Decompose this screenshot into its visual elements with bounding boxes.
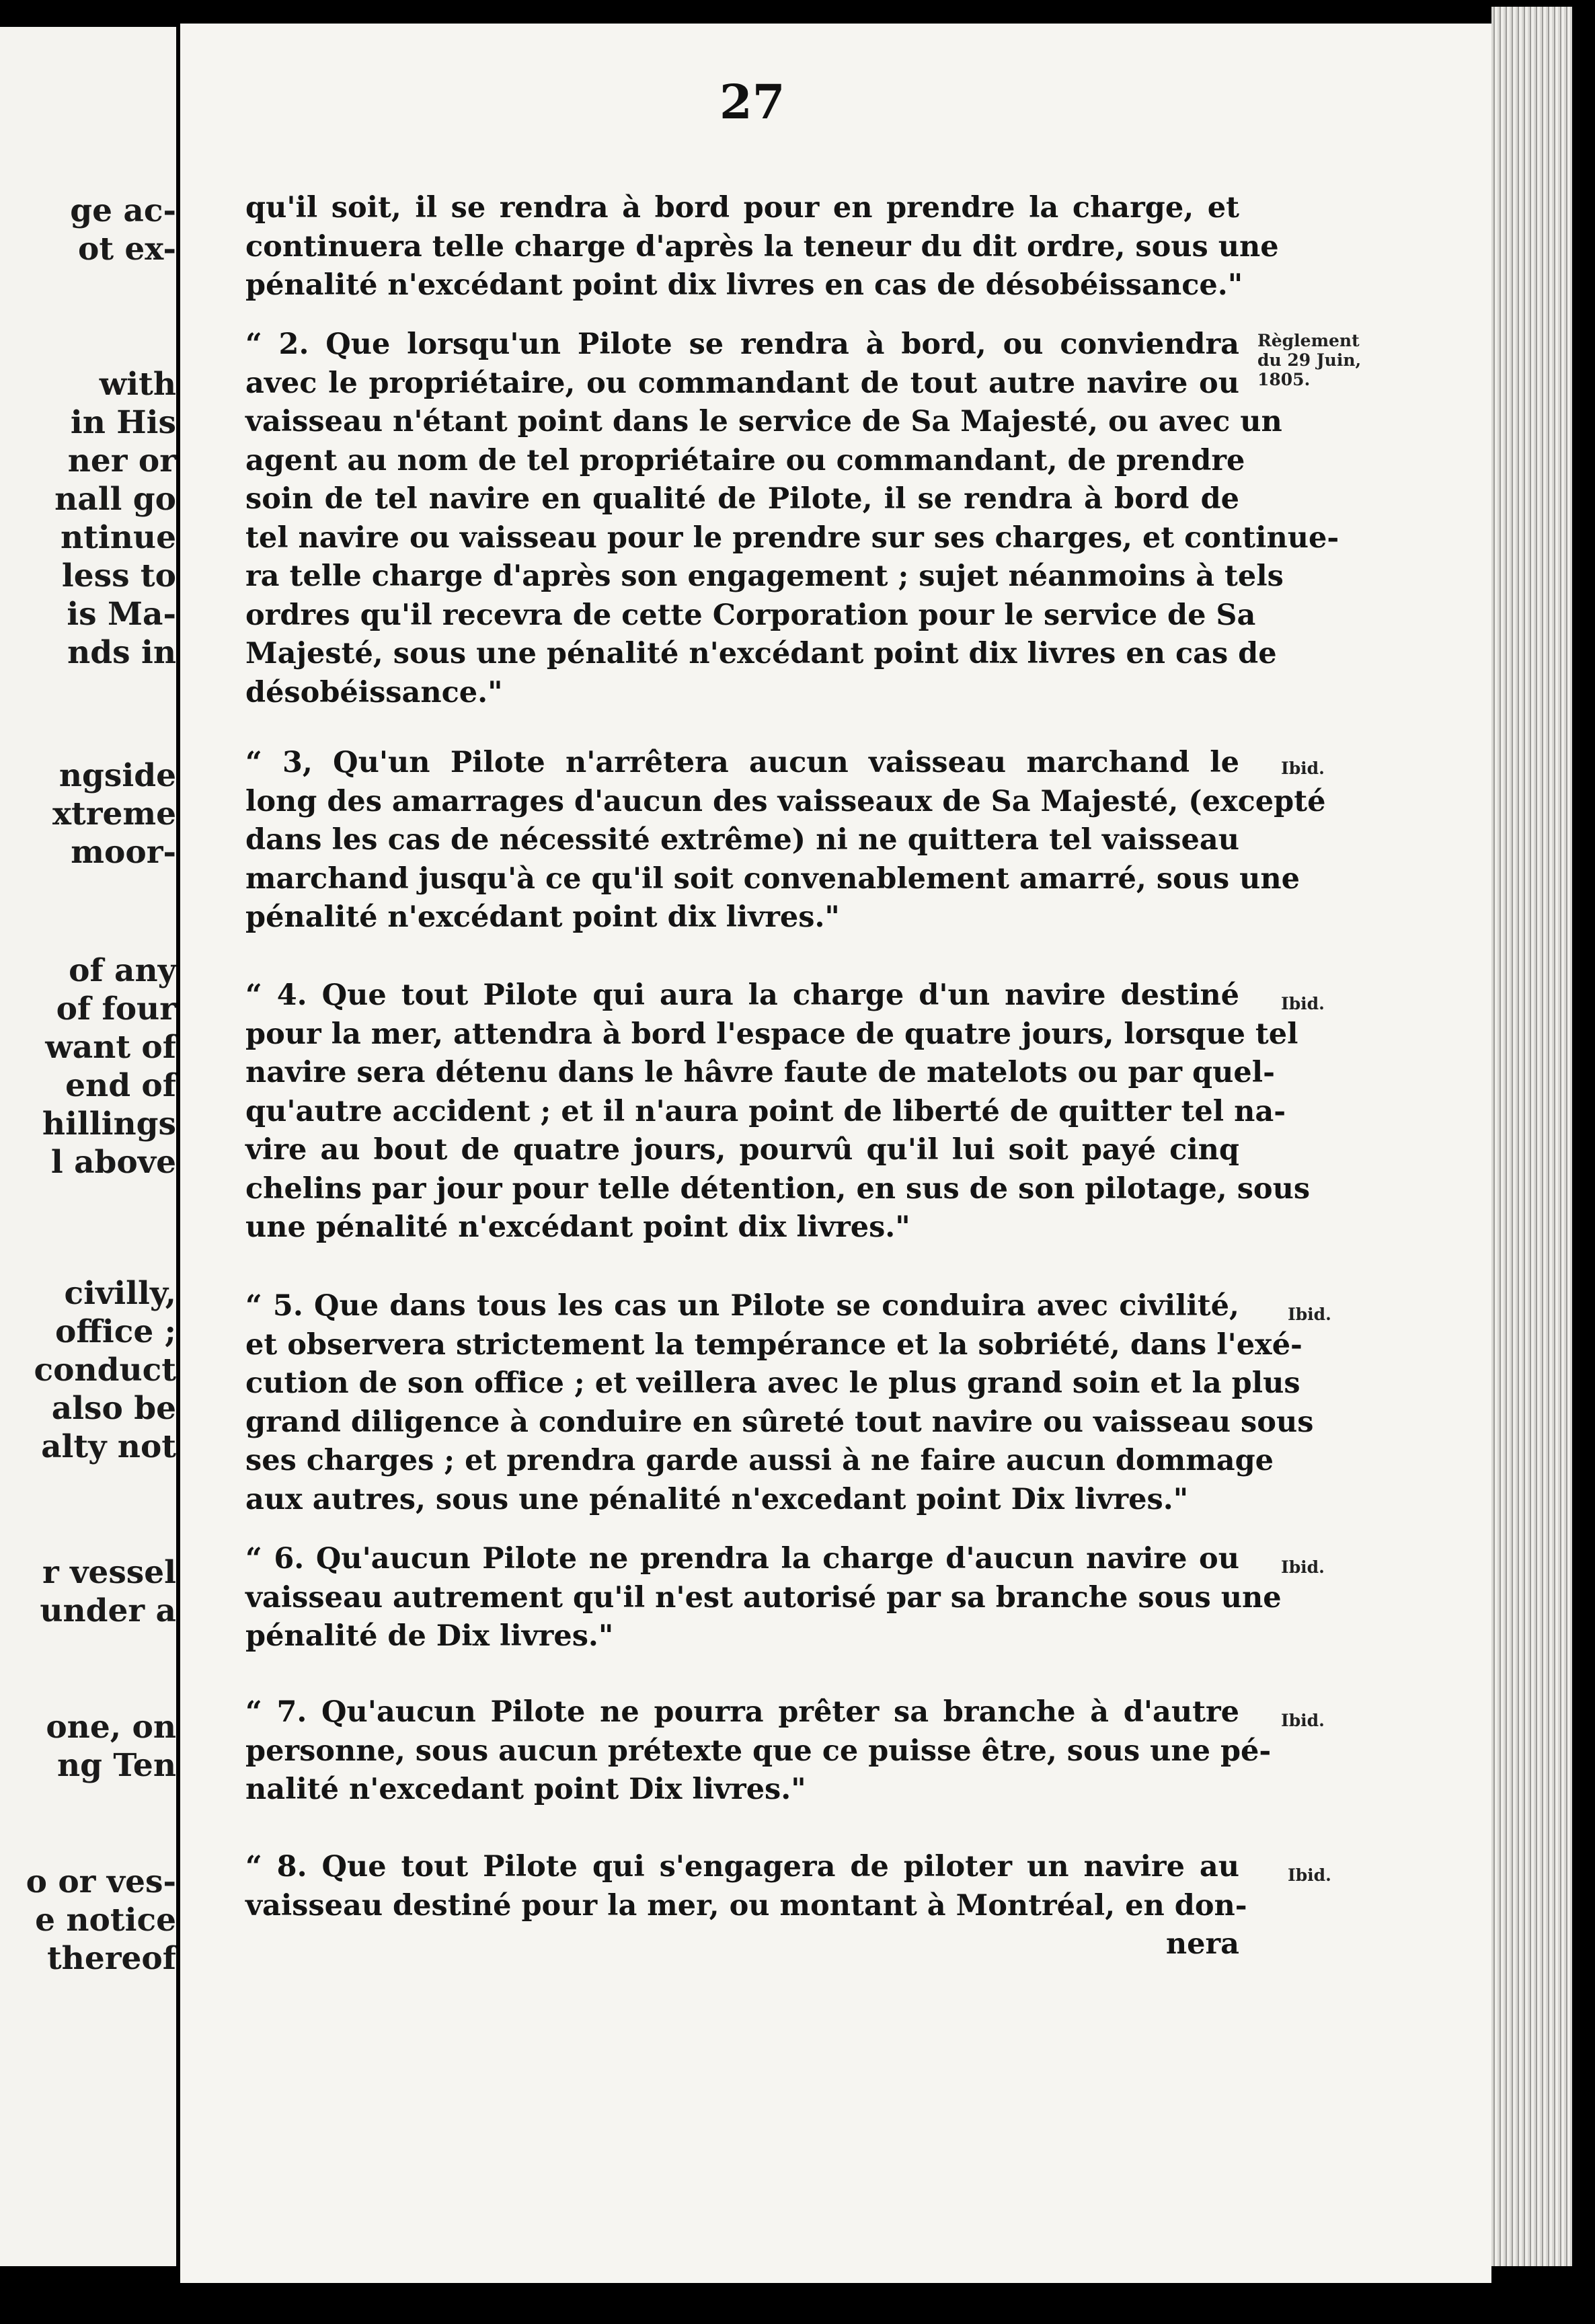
margin-note xyxy=(1281,759,1415,778)
text-line: et observera strictement la tempérance et la sobriété, dans l'exé- xyxy=(245,1327,1302,1362)
text-line: vaisseau n'étant point dans le service de Sa Majesté, ou avec un xyxy=(245,405,1282,438)
text-line: nalité n'excedant point Dix livres." xyxy=(245,1773,806,1806)
margin-note-line: Ibid. xyxy=(1288,1305,1331,1324)
page-number: 27 xyxy=(719,74,785,130)
left-page-line: xtreme xyxy=(52,796,176,832)
paragraph xyxy=(245,189,1279,305)
left-page-line: nds in xyxy=(67,634,176,671)
text-line: “ 5. Que dans tous les cas un Pilote se conduira avec civilité, xyxy=(245,1289,1239,1323)
left-page-line: one, on xyxy=(46,1709,176,1746)
left-page-line: alty not xyxy=(41,1428,176,1465)
margin-note xyxy=(1288,1865,1422,1885)
left-page-line: of any xyxy=(69,952,176,989)
left-page-line: with xyxy=(99,366,176,403)
text-line: personne, sous aucun prétexte que ce puisse être, sous une pé- xyxy=(245,1734,1272,1768)
paragraph xyxy=(245,1848,1247,1964)
text-line: vaisseau autrement qu'il n'est autorisé par sa branche sous une xyxy=(245,1580,1282,1615)
margin-note xyxy=(1288,1305,1422,1324)
text-line: qu'il soit, il se rendra à bord pour en prendre la charge, et xyxy=(245,191,1239,225)
margin-note-line: 1805. xyxy=(1257,370,1311,389)
left-page-line: l above xyxy=(50,1144,176,1181)
left-page-line: under a xyxy=(40,1592,176,1629)
text-line: “ 6. Qu'aucun Pilote ne prendra la charge d'aucun navire ou xyxy=(245,1542,1239,1576)
left-page-line: ntinue xyxy=(61,519,176,556)
margin-note-line: du 29 Juin, xyxy=(1257,350,1362,370)
text-line: continuera telle charge d'après la teneur du dit ordre, sous une xyxy=(245,229,1279,264)
left-page-line: ge ac- xyxy=(70,192,176,229)
left-page-line: civilly, xyxy=(64,1275,176,1312)
text-line: “ 2. Que lorsqu'un Pilote se rendra à bord, ou conviendra xyxy=(245,327,1239,361)
left-page-line: moor- xyxy=(71,834,176,871)
page-edges xyxy=(1491,7,1572,2266)
margin-note-line: Ibid. xyxy=(1281,994,1325,1013)
margin-note-line: Ibid. xyxy=(1288,1865,1331,1885)
text-line: “ 7. Qu'aucun Pilote ne pourra prêter sa branche à d'autre xyxy=(245,1695,1239,1729)
text-line: pour la mer, attendra à bord l'espace de quatre jours, lorsque tel xyxy=(245,1017,1298,1051)
margin-note-line: Ibid. xyxy=(1281,759,1325,778)
left-page-line: ngside xyxy=(59,757,176,794)
paragraph xyxy=(245,1693,1272,1810)
text-line: ordres qu'il recevra de cette Corporation pour le service de Sa xyxy=(245,598,1256,632)
text-line: ses charges ; et prendra garde aussi à ne faire aucun dommage xyxy=(245,1444,1274,1477)
text-line: qu'autre accident ; et il n'aura point de liberté de quitter tel na- xyxy=(245,1094,1286,1128)
text-line: aux autres, sous une pénalité n'excedant point Dix livres." xyxy=(245,1482,1189,1516)
left-page-line: is Ma- xyxy=(67,596,176,633)
left-page-line: r vessel xyxy=(42,1554,176,1591)
text-line: grand diligence à conduire en sûreté tout navire ou vaisseau sous xyxy=(245,1405,1314,1439)
paragraph xyxy=(245,1540,1282,1656)
text-line: une pénalité n'excédant point dix livres." xyxy=(245,1210,910,1244)
text-line: “ 8. Que tout Pilote qui s'engagera de piloter un navire au xyxy=(245,1850,1239,1884)
text-line: chelins par jour pour telle détention, en sus de son pilotage, sous xyxy=(245,1171,1311,1206)
left-page-line: ng Ten xyxy=(56,1747,176,1784)
text-line: ra telle charge d'après son engagement ; sujet néanmoins à tels xyxy=(245,559,1284,593)
left-page-line: want of xyxy=(45,1029,176,1066)
text-line: dans les cas de nécessité extrême) ni ne quittera tel vaisseau xyxy=(245,823,1239,857)
text-line: navire sera détenu dans le hâvre faute de matelots ou par quel- xyxy=(245,1056,1275,1089)
text-line: avec le propriétaire, ou commandant de tout autre navire ou xyxy=(245,366,1239,400)
text-line: agent au nom de tel propriétaire ou commandant, de prendre xyxy=(245,443,1245,477)
left-page-line: ner or xyxy=(67,442,176,479)
text-line: pénalité n'excédant point dix livres." xyxy=(245,900,840,934)
left-page-line: office ; xyxy=(54,1313,176,1350)
margin-note-line: Ibid. xyxy=(1281,1711,1325,1730)
text-line: désobéissance." xyxy=(245,675,503,709)
text-line: marchand jusqu'à ce qu'il soit convenablement amarré, sous une xyxy=(245,861,1300,896)
catchword: nera xyxy=(1165,1927,1239,1961)
text-line: pénalité de Dix livres." xyxy=(245,1619,614,1653)
left-page-line: ot ex- xyxy=(77,231,176,268)
text-line: vaisseau destiné pour la mer, ou montant à Montréal, en don- xyxy=(245,1888,1247,1923)
margin-note-line: Règlement xyxy=(1257,331,1360,350)
left-page-line: e notice xyxy=(35,1902,176,1939)
left-page-line: hillings xyxy=(42,1106,176,1142)
margin-note xyxy=(1281,994,1415,1013)
left-page-line: less to xyxy=(61,557,176,594)
margin-note xyxy=(1281,1557,1415,1577)
text-line: soin de tel navire en qualité de Pilote, il se rendra à bord de xyxy=(245,482,1239,516)
margin-note xyxy=(1281,1711,1415,1730)
left-page-fragment xyxy=(0,27,176,2266)
left-page-line: also be xyxy=(51,1390,176,1427)
left-page-line: nall go xyxy=(54,481,176,518)
text-line: tel navire ou vaisseau pour le prendre sur ses charges, et continue- xyxy=(245,520,1339,555)
text-line: vire au bout de quatre jours, pourvû qu'il lui soit payé cinq xyxy=(245,1133,1239,1167)
left-page-line: thereof xyxy=(46,1940,176,1977)
text-line: “ 4. Que tout Pilote qui aura la charge d'un navire destiné xyxy=(245,978,1239,1012)
margin-note-line: Ibid. xyxy=(1281,1557,1325,1577)
text-line: Majesté, sous une pénalité n'excédant point dix livres en cas de xyxy=(245,637,1277,670)
left-page-line: conduct xyxy=(34,1352,176,1389)
text-line: “ 3, Qu'un Pilote n'arrêtera aucun vaisseau marchand le xyxy=(245,746,1239,779)
left-page-line: o or ves- xyxy=(26,1863,176,1900)
text-line: cution de son office ; et veillera avec le plus grand soin et la plus xyxy=(245,1366,1300,1400)
margin-note xyxy=(1257,331,1392,389)
left-page-line: of four xyxy=(56,991,176,1028)
text-line: pénalité n'excédant point dix livres en cas de désobéissance." xyxy=(245,268,1243,302)
text-line: long des amarrages d'aucun des vaisseaux de Sa Majesté, (excepté xyxy=(245,784,1326,818)
left-page-line: in His xyxy=(70,404,176,441)
left-page-line: end of xyxy=(65,1067,176,1104)
